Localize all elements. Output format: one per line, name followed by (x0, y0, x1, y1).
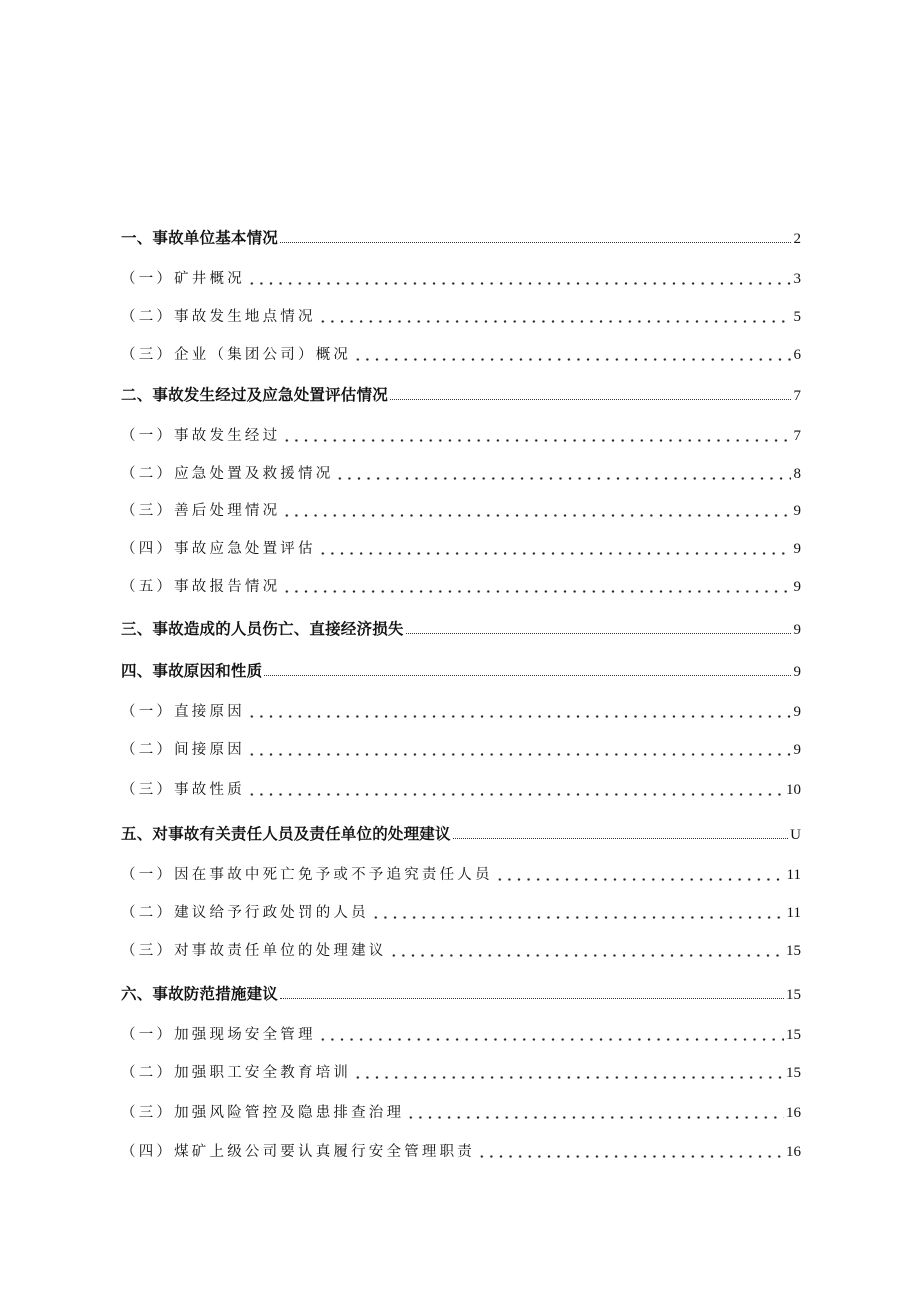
toc-dot-leader (390, 398, 791, 400)
toc-dot-leader (280, 997, 784, 999)
toc-page-number: 3 (793, 271, 801, 287)
toc-entry-title: （三）加强风险管控及隐患排查治理 (121, 1105, 405, 1121)
toc-dot-leader (247, 715, 791, 718)
toc-entry-title: （二）建议给予行政处罚的人员 (121, 905, 369, 921)
toc-page-number: 11 (786, 867, 801, 883)
toc-page-number: 15 (786, 1065, 801, 1081)
toc-entry-title: 一、事故单位基本情况 (121, 230, 279, 247)
toc-page-number: 8 (793, 466, 801, 482)
toc-page-number: 10 (786, 782, 801, 798)
toc-entry-title: 四、事故原因和性质 (121, 663, 263, 680)
toc-dot-leader (318, 1038, 784, 1041)
toc-page-number: 7 (793, 428, 801, 444)
toc-page-number: 9 (793, 579, 801, 595)
toc-entry-title: （一）事故发生经过 (121, 428, 281, 444)
toc-entry-title: （三）对事故责任单位的处理建议 (121, 943, 387, 959)
toc-entry[interactable] (121, 901, 801, 922)
toc-dot-leader (335, 477, 791, 480)
toc-entry[interactable] (121, 305, 801, 326)
toc-entry-title: （一）矿井概况 (121, 271, 245, 287)
toc-entry[interactable] (121, 822, 801, 844)
toc-entry[interactable] (121, 383, 801, 405)
toc-entry[interactable] (121, 226, 801, 248)
toc-dot-leader (353, 1076, 784, 1079)
toc-page-number: 16 (786, 1105, 801, 1121)
toc-dot-leader (371, 916, 785, 919)
toc-entry[interactable] (121, 738, 801, 759)
toc-entry[interactable] (121, 778, 801, 799)
toc-page-number: 5 (793, 309, 801, 325)
toc-entry-title: （一）直接原因 (121, 704, 245, 720)
toc-dot-leader (280, 241, 791, 243)
toc-entry-title: （二）事故发生地点情况 (121, 309, 316, 325)
toc-entry[interactable] (121, 462, 801, 483)
toc-dot-leader (477, 1155, 784, 1158)
toc-entry[interactable] (121, 700, 801, 721)
toc-entry-title: （四）煤矿上级公司要认真履行安全管理职责 (121, 1144, 475, 1160)
table-of-contents (121, 0, 801, 1301)
toc-entry-title: （二）应急处置及救援情况 (121, 466, 334, 482)
toc-entry-title: 三、事故造成的人员伤亡、直接经济损失 (121, 621, 404, 638)
toc-entry-title: （三）企业（集团公司）概况 (121, 347, 352, 363)
toc-entry[interactable] (121, 1140, 801, 1161)
toc-entry[interactable] (121, 939, 801, 960)
toc-page-number: 9 (793, 704, 801, 720)
toc-page-number: 7 (793, 388, 801, 404)
toc-entry[interactable] (121, 343, 801, 364)
toc-page-number: 15 (786, 987, 801, 1003)
toc-dot-leader (264, 674, 791, 676)
toc-page-number: 6 (793, 347, 801, 363)
toc-entry-title: （二）加强职工安全教育培训 (121, 1065, 352, 1081)
toc-dot-leader (282, 439, 791, 442)
toc-dot-leader (282, 514, 791, 517)
toc-entry-title: 二、事故发生经过及应急处置评估情况 (121, 387, 388, 404)
toc-page-number: 15 (786, 1027, 801, 1043)
toc-dot-leader (353, 358, 791, 361)
toc-page-number: 9 (793, 664, 801, 680)
toc-dot-leader (282, 590, 791, 593)
toc-entry-title: （四）事故应急处置评估 (121, 541, 316, 557)
toc-page-number: 11 (786, 905, 801, 921)
toc-entry[interactable] (121, 1061, 801, 1082)
toc-entry[interactable] (121, 267, 801, 288)
toc-entry[interactable] (121, 659, 801, 681)
toc-dot-leader (247, 282, 791, 285)
toc-entry-title: （二）间接原因 (121, 742, 245, 758)
toc-dot-leader (406, 1116, 784, 1119)
toc-dot-leader (247, 793, 784, 796)
toc-entry[interactable] (121, 499, 801, 520)
toc-entry[interactable] (121, 575, 801, 596)
toc-dot-leader (495, 878, 785, 881)
toc-page-number: U (790, 827, 801, 843)
toc-page-number: 16 (786, 1144, 801, 1160)
toc-entry[interactable] (121, 982, 801, 1004)
toc-entry[interactable] (121, 537, 801, 558)
toc-dot-leader (318, 320, 791, 323)
toc-entry-title: （三）善后处理情况 (121, 503, 281, 519)
toc-entry[interactable] (121, 1023, 801, 1044)
toc-entry-title: 六、事故防范措施建议 (121, 986, 279, 1003)
toc-dot-leader (389, 954, 785, 957)
toc-page-number: 15 (786, 943, 801, 959)
toc-entry[interactable] (121, 863, 801, 884)
toc-dot-leader (406, 632, 791, 634)
toc-dot-leader (453, 837, 788, 839)
toc-entry[interactable] (121, 1101, 801, 1122)
toc-entry-title: （一）加强现场安全管理 (121, 1027, 316, 1043)
toc-entry[interactable] (121, 617, 801, 639)
toc-dot-leader (318, 552, 791, 555)
toc-dot-leader (247, 753, 791, 756)
toc-entry-title: （一）因在事故中死亡免予或不予追究责任人员 (121, 867, 493, 883)
toc-page-number: 9 (793, 503, 801, 519)
toc-entry[interactable] (121, 424, 801, 445)
toc-page-number: 9 (793, 541, 801, 557)
toc-entry-title: 五、对事故有关责任人员及责任单位的处理建议 (121, 826, 451, 843)
toc-entry-title: （三）事故性质 (121, 782, 245, 798)
toc-page-number: 2 (793, 231, 801, 247)
toc-page-number: 9 (793, 742, 801, 758)
toc-page-number: 9 (793, 622, 801, 638)
toc-entry-title: （五）事故报告情况 (121, 579, 281, 595)
